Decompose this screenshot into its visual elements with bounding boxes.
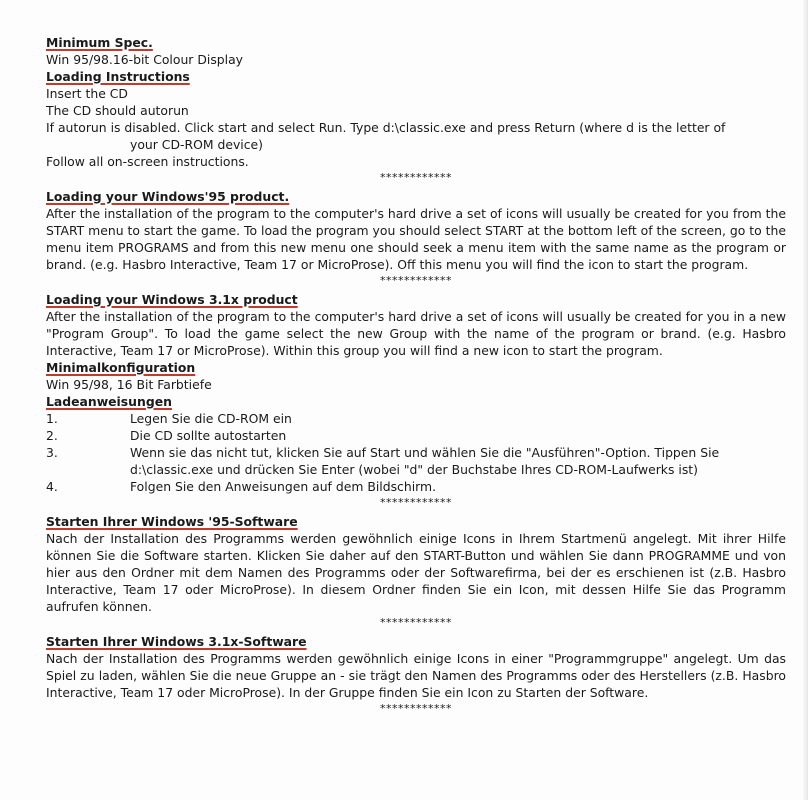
step-text: Die CD sollte autostarten — [130, 428, 287, 443]
step-number: 1. — [46, 411, 58, 426]
win31-text: After the installation of the program to the computer's hard drive a set of icons will usually be created for you in a new "Program Group". To load the game select the new Group with the name of the program or brand. (e.g. Hasbro Interactive, Team 17 or MicroProse). Within this group you will find a new icon to start the program. — [46, 309, 786, 358]
loading-line: If autorun is disabled. Click start and select Run. Type d:\classic.exe and press Return (where d is the letter of — [46, 120, 726, 135]
separator: ************ — [380, 702, 452, 715]
win95-heading: Loading your Windows'95 product. — [46, 189, 290, 204]
page-edge-shadow — [802, 0, 808, 800]
loading-line: The CD should autorun — [46, 103, 189, 118]
step-row — [46, 444, 786, 478]
separator: ************ — [380, 496, 452, 509]
step-row — [46, 427, 786, 444]
step-text: Folgen Sie den Anweisungen auf dem Bildschirm. — [130, 479, 437, 494]
de-win95-text: Nach der Installation des Programms werden gewöhnlich einige Icons in Ihrem Startmenü angelegt. Mit ihrer Hilfe können Sie die Software starten. Klicken Sie daher auf den START-Button und wählen Sie dann PROGRAMME und von hier aus den Ordner mit dem Namen des Programms oder der Softwarefirma, bei der es erschienen ist (z.B. Hasbro Interactive, Team 17 oder MicroProse). In diesem Ordner finden Sie ein Icon, mit dessen Hilfe Sie das Programm aufrufen können. — [46, 531, 786, 614]
separator: ************ — [380, 274, 452, 287]
de-win95-heading: Starten Ihrer Windows '95-Software — [46, 514, 298, 529]
de-win31-text: Nach der Installation des Programms werden gewöhnlich einige Icons in einer "Programmgruppe" angelegt. Um das Spiel zu laden, wählen Sie die neue Gruppe an - sie trägt den Namen des Programms oder des Herstellers (z.B. Hasbro Interactive, Team 17 oder MicroProse). In der Gruppe finden Sie ein Icon zu Starten der Software. — [46, 651, 786, 700]
win95-text: After the installation of the program to the computer's hard drive a set of icons will usually be created for you from the START menu to start the game. To load the program you should select START at the bottom left of the screen, go to the menu item PROGRAMS and from this new menu one should seek a menu item with the same name as the program or brand. (e.g. Hasbro Interactive, Team 17 or MicroProse). Off this menu you will find the icon to start the program. — [46, 206, 786, 272]
step-text: Legen Sie die CD-ROM ein — [130, 411, 292, 426]
step-number: 4. — [46, 479, 58, 494]
loading-instructions-heading: Loading Instructions — [46, 69, 190, 84]
minimalkonfiguration-heading: Minimalkonfiguration — [46, 360, 196, 375]
min-spec-heading: Minimum Spec. — [46, 35, 153, 50]
de-win31-heading: Starten Ihrer Windows 3.1x-Software — [46, 634, 307, 649]
loading-line: Insert the CD — [46, 86, 128, 101]
min-spec-text: Win 95/98.16-bit Colour Display — [46, 52, 244, 67]
instruction-sheet — [46, 34, 786, 719]
step-text: Wenn sie das nicht tut, klicken Sie auf Start und wählen Sie die "Ausführen"-Option. Tippen Sie d:\classic.exe und drücken Sie Enter (wobei "d" der Buchstabe Ihres CD-ROM-Laufwerks ist) — [130, 445, 720, 477]
loading-line: Follow all on-screen instructions. — [46, 154, 249, 169]
step-number: 2. — [46, 428, 58, 443]
win31-heading: Loading your Windows 3.1x product — [46, 292, 298, 307]
loading-line: your CD-ROM device) — [130, 137, 263, 152]
step-number: 3. — [46, 445, 58, 460]
step-row — [46, 478, 786, 495]
minimalkonfiguration-text: Win 95/98, 16 Bit Farbtiefe — [46, 377, 212, 392]
ladeanweisungen-heading: Ladeanweisungen — [46, 394, 172, 409]
step-row — [46, 410, 786, 427]
separator: ************ — [380, 171, 452, 184]
separator: ************ — [380, 616, 452, 629]
